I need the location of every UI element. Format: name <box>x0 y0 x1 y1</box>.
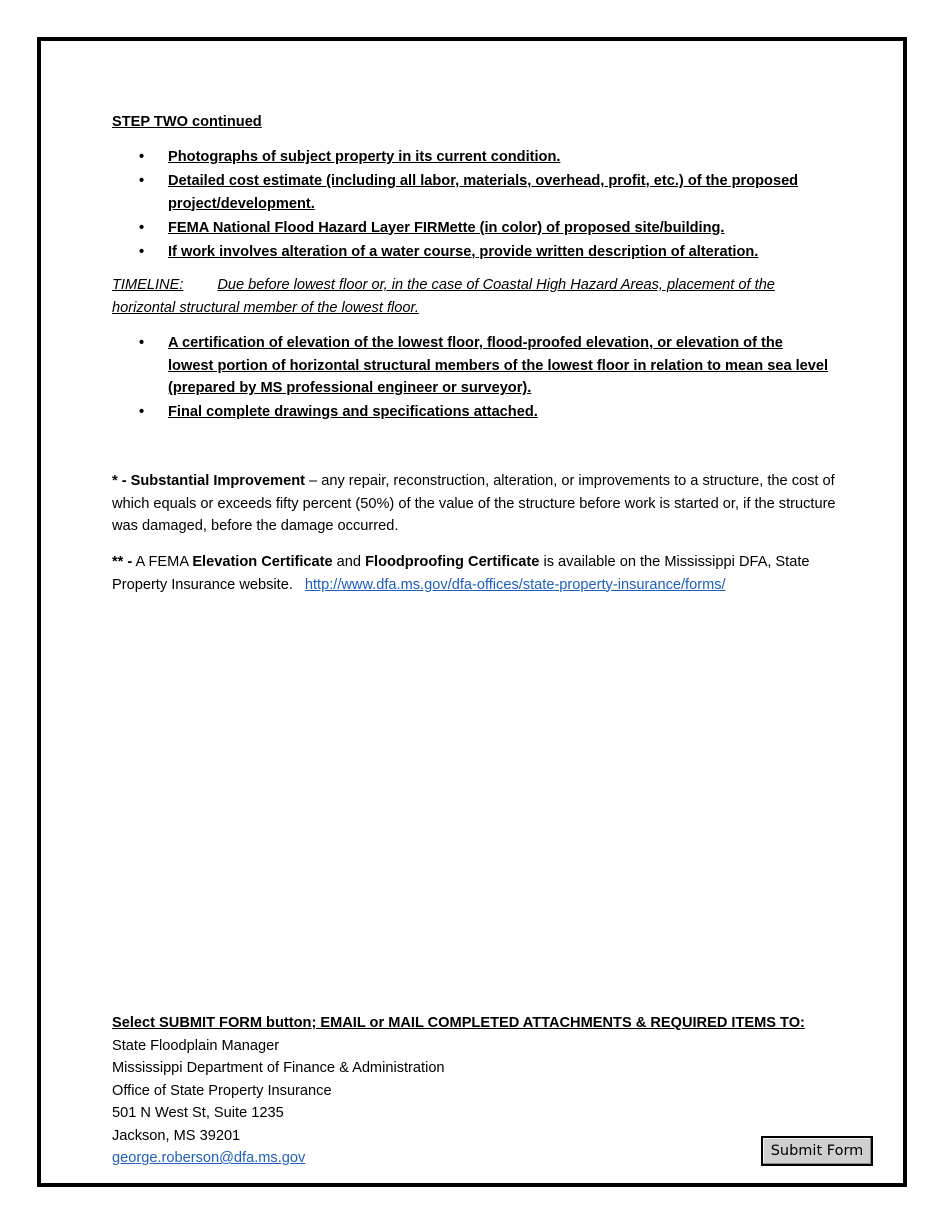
bullet-icon: • <box>139 219 145 236</box>
submit-instruction: Select SUBMIT FORM button; EMAIL or MAIL COMPLETED ATTACHMENTS & REQUIRED ITEMS TO: <box>112 1015 805 1031</box>
submit-form-button[interactable]: Submit Form <box>761 1136 873 1166</box>
forms-link[interactable]: http://www.dfa.ms.gov/dfa-offices/state-property-insurance/forms/ <box>304 576 726 593</box>
list-item: • Final complete drawings and specifications attached. <box>112 401 832 424</box>
address-line: Office of State Property Insurance <box>112 1082 332 1099</box>
substantial-improvement-note: * - Substantial Improvement – any repair, reconstruction, alteration, or improvements to a structure, the cost of which equals or exceeds fifty percent (50%) of the value of the structure before work is started or, if the structure was damaged, before the damage occurred. <box>112 473 836 534</box>
substantial-improvement-term: * - Substantial Improvement <box>112 473 305 489</box>
section-heading: STEP TWO continued <box>112 114 262 130</box>
address-line: State Floodplain Manager <box>112 1037 280 1054</box>
list-item: • A certification of elevation of the lowest floor, flood-proofed elevation, or elevation of the lowest portion of horizontal structural members of the lowest floor in relation to mean sea level (prepared by MS professional engineer or surveyor). <box>112 332 832 400</box>
bullet-icon: • <box>139 335 145 351</box>
certificate-note: ** - A FEMA Elevation Certificate and Floodproofing Certificate is available on the Mississippi DFA, State Property Insurance website. http://www.dfa.ms.gov/dfa-offices/state-property-insurance/forms/ <box>112 554 810 593</box>
email-link[interactable]: george.roberson@dfa.ms.gov <box>112 1150 306 1166</box>
list-item: • Photographs of subject property in its current condition. <box>112 146 832 169</box>
list-item: • If work involves alteration of a water course, provide written description of alteration. <box>112 241 832 264</box>
address-line: 501 N West St, Suite 1235 <box>112 1105 284 1121</box>
list-item: • FEMA National Flood Hazard Layer FIRMette (in color) of proposed site/building. <box>112 217 832 240</box>
address-line: Jackson, MS 39201 <box>112 1127 241 1144</box>
bullet-icon: • <box>139 173 145 189</box>
timeline-text: Due before lowest floor or, in the case of Coastal High Hazard Areas, placement of the horizontal structural member of the lowest floor. <box>112 277 775 316</box>
timeline-note <box>112 274 842 319</box>
bullet-icon: • <box>139 404 145 420</box>
bullet-icon: • <box>139 243 145 260</box>
list-item: • Detailed cost estimate (including all labor, materials, overhead, profit, etc.) of the proposed project/development. <box>112 170 832 215</box>
timeline-label: TIMELINE: <box>112 277 184 293</box>
requirements-list-2 <box>112 332 832 425</box>
requirements-list-1 <box>112 146 832 265</box>
floodproofing-certificate-term: Floodproofing Certificate <box>365 554 540 570</box>
elevation-certificate-term: Elevation Certificate <box>192 554 333 570</box>
mailing-address <box>112 1012 842 1170</box>
address-line: Mississippi Department of Finance & Administration <box>112 1060 445 1076</box>
bullet-icon: • <box>139 149 145 165</box>
